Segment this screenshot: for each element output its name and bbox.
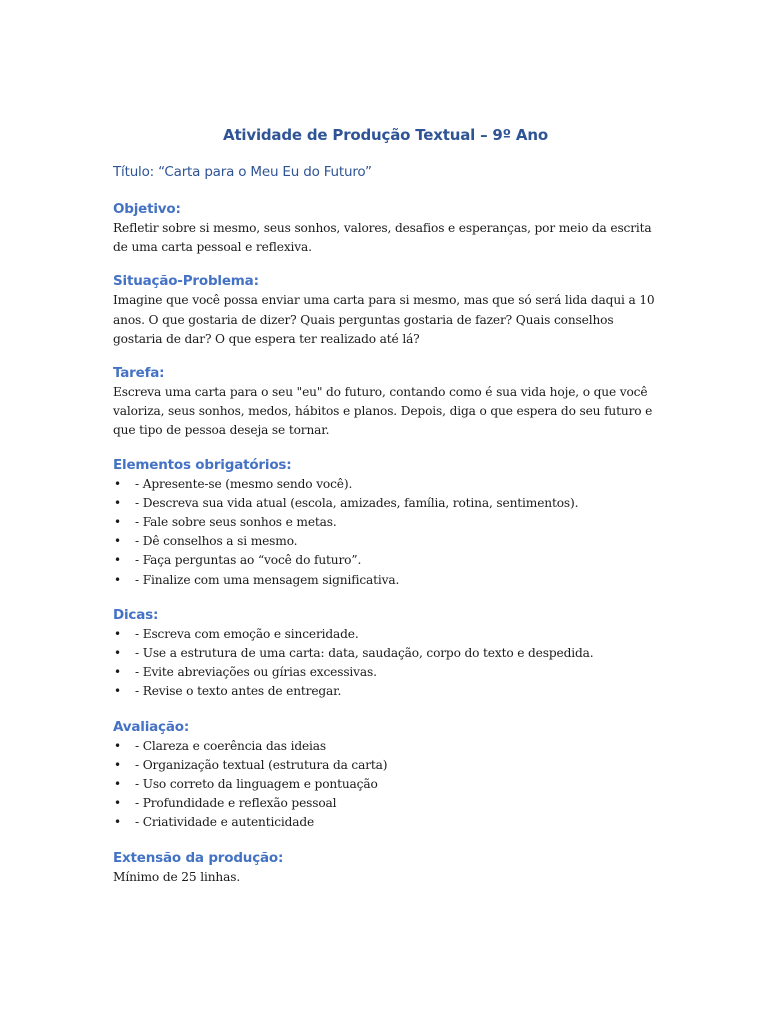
list-item	[113, 644, 658, 663]
section-text-tarefa: Escreva uma carta para o seu "eu" do futuro, contando como é sua vida hoje, o que você valoriza, seus sonhos, medos, hábitos e planos. Depois, diga o que espera do seu futuro e que tipo de pessoa deseja se tornar.	[113, 385, 653, 438]
bullet-icon: •	[114, 534, 121, 549]
list-item	[113, 813, 658, 832]
list-item-text: - Finalize com uma mensagem significativa.	[135, 572, 400, 587]
list-item	[113, 551, 658, 570]
section-avaliacao	[113, 717, 658, 833]
section-heading-avaliacao: Avaliação:	[113, 718, 190, 735]
list-item	[113, 475, 658, 494]
section-text-extensao: Mínimo de 25 linhas.	[113, 869, 241, 884]
bullet-icon: •	[114, 684, 121, 699]
section-tarefa	[113, 363, 658, 441]
list-item-text: - Criatividade e autenticidade	[135, 815, 315, 830]
list-item	[113, 775, 658, 794]
list-item-text: - Revise o texto antes de entregar.	[135, 684, 342, 699]
bullet-list-avaliacao	[113, 737, 658, 833]
list-item-text: - Clareza e coerência das ideias	[135, 738, 327, 753]
list-item-text: - Apresente-se (mesmo sendo você).	[135, 476, 353, 491]
list-item	[113, 682, 658, 701]
list-item-text: - Descreva sua vida atual (escola, amizades, família, rotina, sentimentos).	[135, 495, 579, 510]
list-item	[113, 794, 658, 813]
list-item-text: - Organização textual (estrutura da carta)	[135, 757, 388, 772]
section-extensao	[113, 848, 658, 887]
list-item	[113, 756, 658, 775]
bullet-icon: •	[114, 495, 121, 510]
bullet-icon: •	[114, 572, 121, 587]
bullet-icon: •	[114, 777, 121, 792]
bullet-icon: •	[114, 476, 121, 491]
section-dicas	[113, 605, 658, 702]
section-situacao-problema	[113, 271, 658, 349]
list-item-text: - Fale sobre seus sonhos e metas.	[135, 515, 337, 530]
list-item	[113, 571, 658, 590]
list-item-text: - Escreva com emoção e sinceridade.	[135, 626, 359, 641]
list-item-text: - Faça perguntas ao “você do futuro”.	[135, 553, 362, 568]
list-item-text: - Dê conselhos a si mesmo.	[135, 534, 298, 549]
bullet-icon: •	[114, 626, 121, 641]
section-heading-tarefa: Tarefa:	[113, 365, 165, 382]
list-item	[113, 513, 658, 532]
bullet-icon: •	[114, 757, 121, 772]
list-item	[113, 625, 658, 644]
document-title: Atividade de Produção Textual – 9º Ano	[223, 126, 548, 144]
section-heading-situacao-problema: Situação-Problema:	[113, 273, 259, 290]
bullet-list-dicas	[113, 625, 658, 702]
bullet-list-elementos	[113, 475, 658, 590]
section-text-objetivo: Refletir sobre si mesmo, seus sonhos, valores, desafios e esperanças, por meio da escrita de uma carta pessoal e reflexiva.	[113, 221, 652, 255]
bullet-icon: •	[114, 646, 121, 661]
section-heading-elementos: Elementos obrigatórios:	[113, 456, 292, 473]
section-elementos	[113, 455, 658, 590]
list-item	[113, 663, 658, 682]
section-objetivo	[113, 199, 658, 257]
section-heading-objetivo: Objetivo:	[113, 201, 181, 217]
section-heading-extensao: Extensão da produção:	[113, 849, 284, 866]
section-heading-dicas: Dicas:	[113, 606, 159, 623]
bullet-icon: •	[114, 665, 121, 680]
document-page	[113, 124, 658, 901]
bullet-icon: •	[114, 515, 121, 530]
list-item-text: - Uso correto da linguagem e pontuação	[135, 777, 378, 792]
list-item	[113, 494, 658, 513]
section-text-situacao-problema: Imagine que você possa enviar uma carta para si mesmo, mas que só será lida daqui a 10 anos. O que gostaria de dizer? Quais perguntas gostaria de fazer? Quais conselhos gostaria de dar? O que espera ter realizado até lá?	[113, 293, 655, 346]
list-item-text: - Profundidade e reflexão pessoal	[135, 796, 337, 811]
list-item	[113, 737, 658, 756]
list-item	[113, 532, 658, 551]
bullet-icon: •	[114, 815, 121, 830]
document-subtitle: Título: “Carta para o Meu Eu do Futuro”	[113, 164, 372, 180]
bullet-icon: •	[114, 553, 121, 568]
bullet-icon: •	[114, 796, 121, 811]
list-item-text: - Use a estrutura de uma carta: data, saudação, corpo do texto e despedida.	[135, 646, 594, 661]
list-item-text: - Evite abreviações ou gírias excessivas.	[135, 665, 377, 680]
bullet-icon: •	[114, 738, 121, 753]
